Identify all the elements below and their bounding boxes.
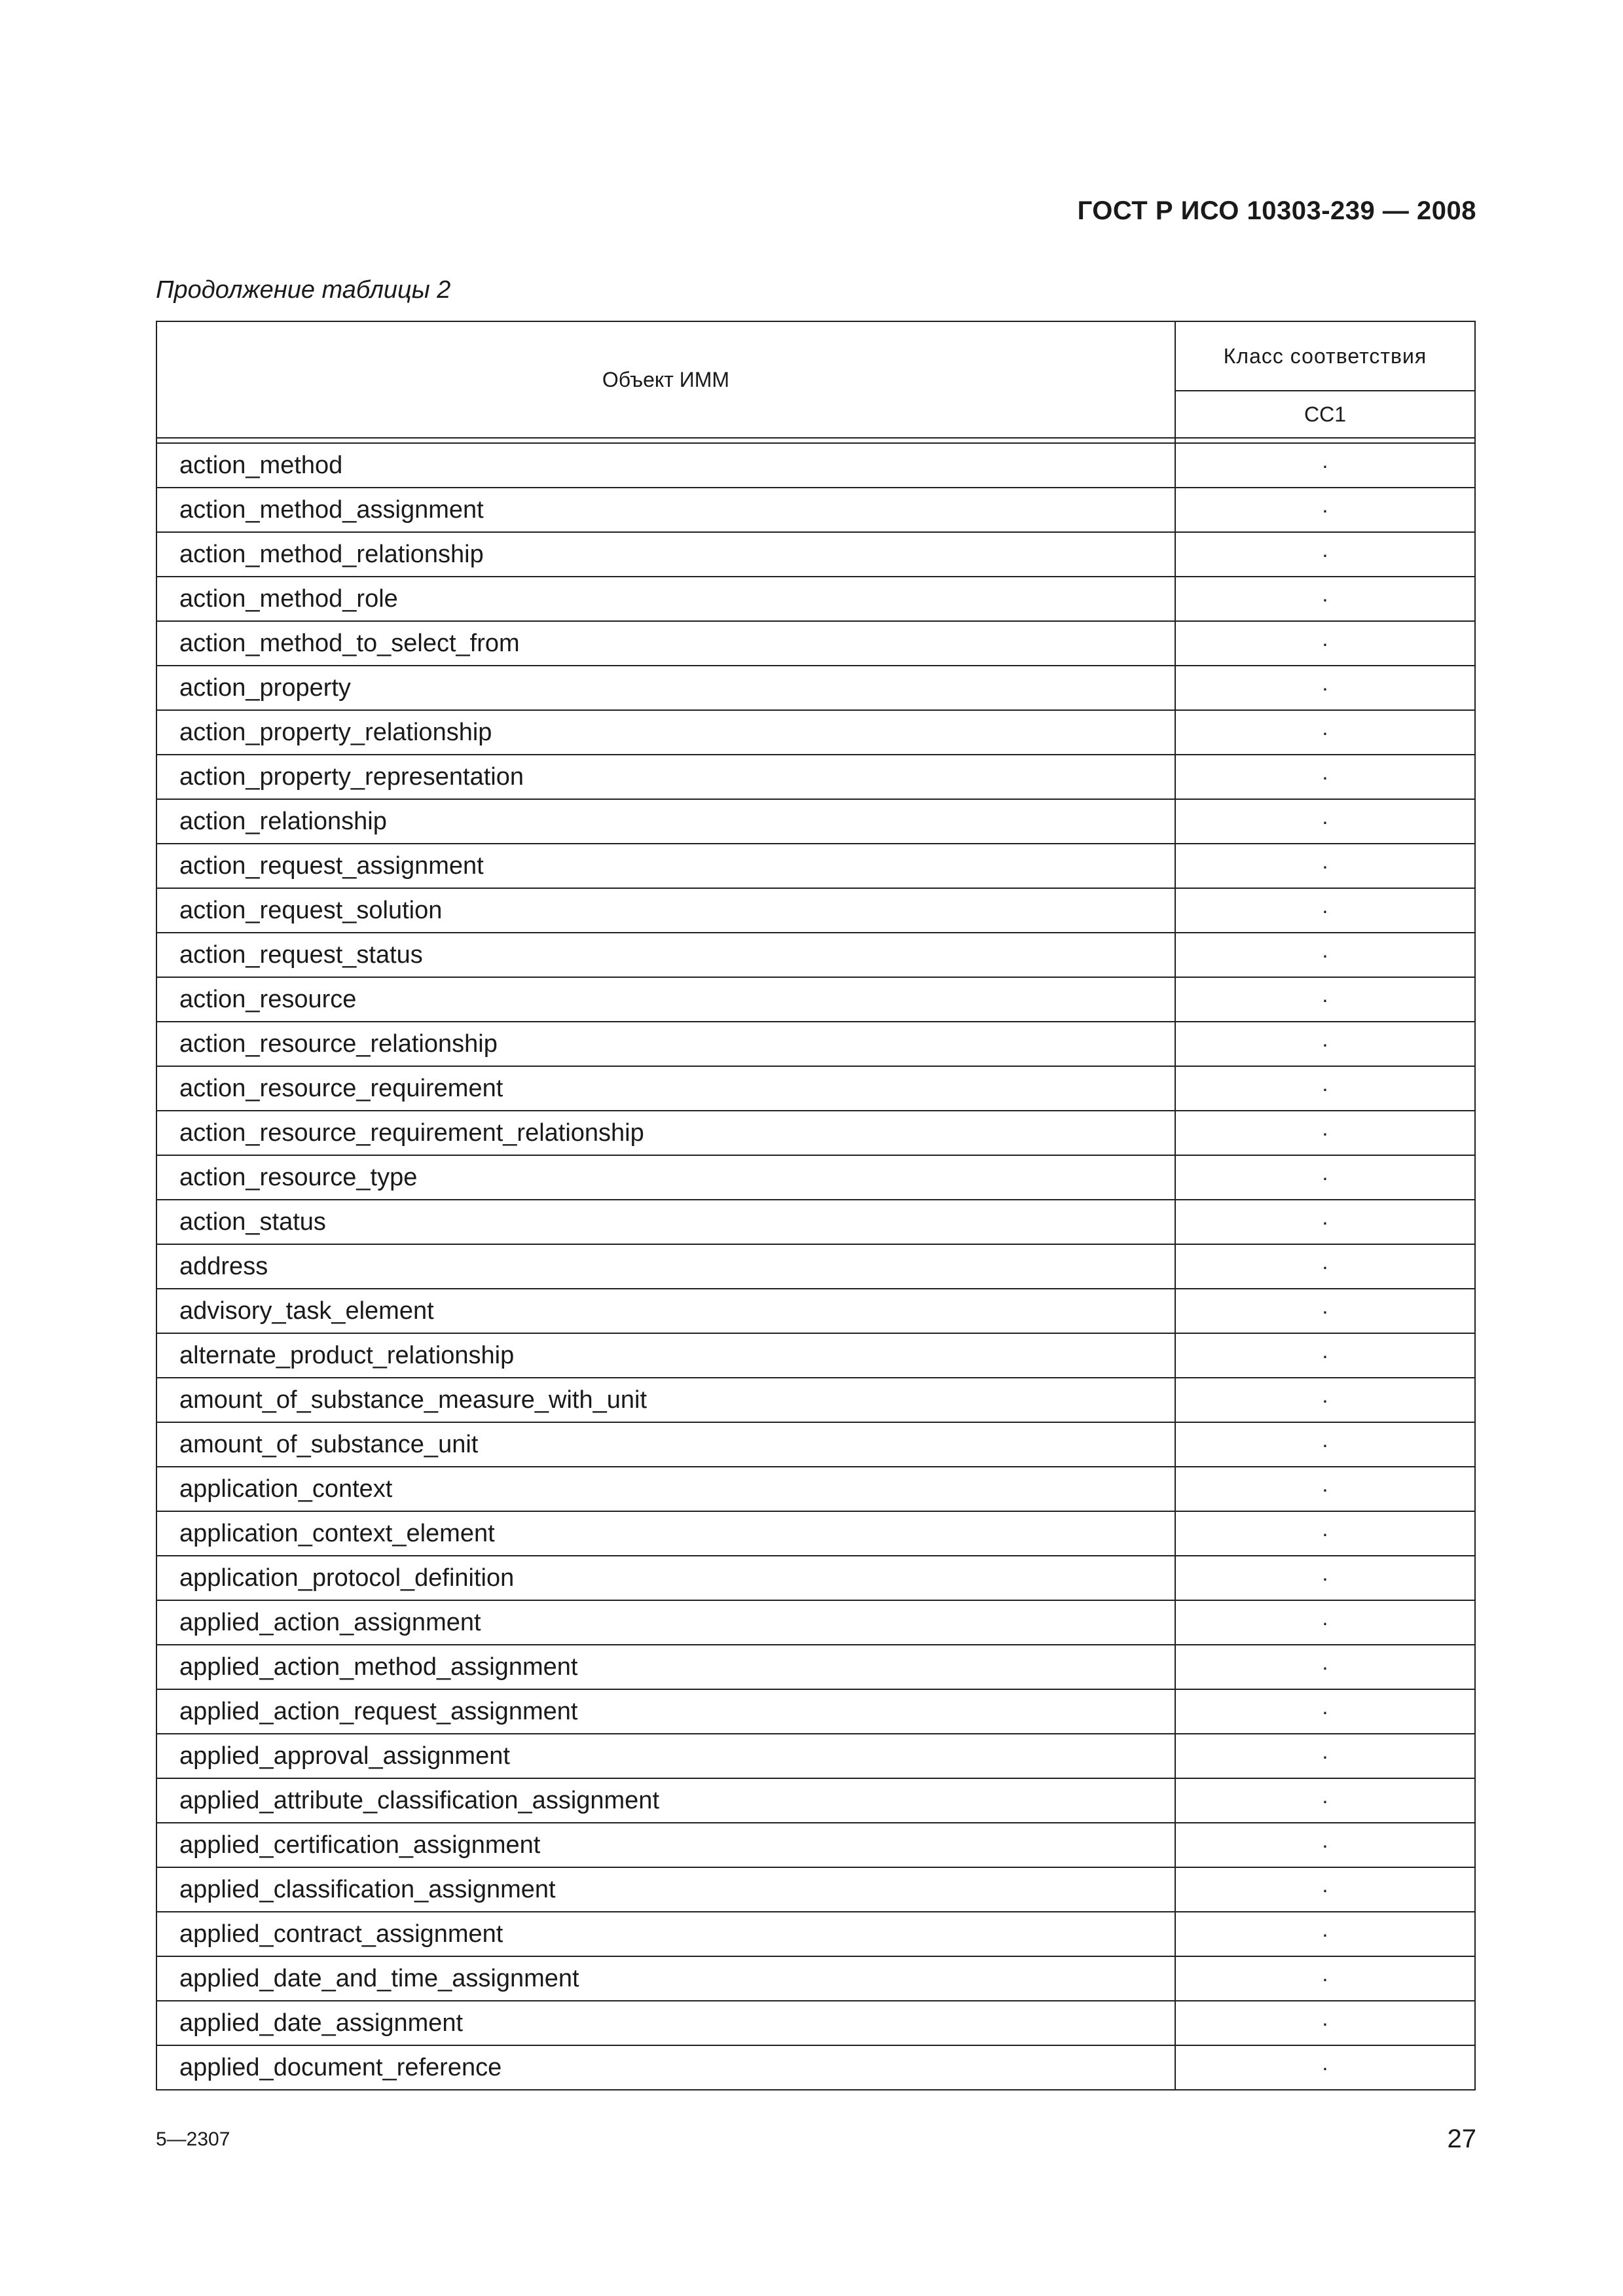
table-row — [156, 488, 1475, 532]
table-row — [156, 1778, 1475, 1823]
table-body — [156, 443, 1475, 2090]
table-row — [156, 1333, 1475, 1378]
header-separator — [156, 438, 1475, 443]
object-name-cell: action_status — [156, 1200, 1175, 1244]
cc1-cell: · — [1175, 1778, 1475, 1823]
object-name-cell: action_resource_type — [156, 1155, 1175, 1200]
cc1-cell: · — [1175, 1511, 1475, 1556]
table-row — [156, 1511, 1475, 1556]
cc1-cell: · — [1175, 577, 1475, 621]
table-row — [156, 621, 1475, 666]
object-name-cell: applied_action_assignment — [156, 1600, 1175, 1645]
cc1-cell: · — [1175, 621, 1475, 666]
cc1-cell: · — [1175, 1734, 1475, 1778]
table-row — [156, 1556, 1475, 1600]
document-code: ГОСТ Р ИСО 10303-239 — 2008 — [1077, 196, 1476, 225]
object-name-cell: applied_attribute_classification_assignment — [156, 1778, 1175, 1823]
cc1-cell: · — [1175, 1823, 1475, 1867]
table-row — [156, 1289, 1475, 1333]
table-row — [156, 1956, 1475, 2001]
header-class: Класс соответствия — [1175, 321, 1475, 391]
cc1-cell: · — [1175, 1912, 1475, 1956]
object-name-cell: amount_of_substance_unit — [156, 1422, 1175, 1467]
table-row — [156, 443, 1475, 488]
table-row — [156, 1378, 1475, 1422]
object-name-cell: address — [156, 1244, 1175, 1289]
cc1-cell: · — [1175, 1022, 1475, 1066]
object-name-cell: action_resource_relationship — [156, 1022, 1175, 1066]
cc1-cell: · — [1175, 977, 1475, 1022]
cc1-cell: · — [1175, 1378, 1475, 1422]
object-name-cell: applied_action_method_assignment — [156, 1645, 1175, 1689]
object-name-cell: applied_contract_assignment — [156, 1912, 1175, 1956]
object-name-cell: applied_certification_assignment — [156, 1823, 1175, 1867]
table-row — [156, 977, 1475, 1022]
object-name-cell: action_property_representation — [156, 755, 1175, 799]
cc1-cell: · — [1175, 1289, 1475, 1333]
object-name-cell: applied_date_and_time_assignment — [156, 1956, 1175, 2001]
object-name-cell: action_resource_requirement_relationship — [156, 1111, 1175, 1155]
table-row — [156, 755, 1475, 799]
header-cc1: CC1 — [1175, 391, 1475, 438]
cc1-cell: · — [1175, 1556, 1475, 1600]
cc1-cell: · — [1175, 443, 1475, 488]
cc1-cell: · — [1175, 1200, 1475, 1244]
cc1-cell: · — [1175, 488, 1475, 532]
object-name-cell: application_protocol_definition — [156, 1556, 1175, 1600]
cc1-cell: · — [1175, 933, 1475, 977]
object-name-cell: action_request_status — [156, 933, 1175, 977]
table-row — [156, 666, 1475, 710]
table-row — [156, 1823, 1475, 1867]
table-row — [156, 1467, 1475, 1511]
cc1-cell: · — [1175, 710, 1475, 755]
object-name-cell: action_relationship — [156, 799, 1175, 844]
object-name-cell: action_method — [156, 443, 1175, 488]
table-row — [156, 1734, 1475, 1778]
table-row — [156, 1111, 1475, 1155]
object-name-cell: action_resource_requirement — [156, 1066, 1175, 1111]
cc1-cell: · — [1175, 844, 1475, 888]
table-row — [156, 1689, 1475, 1734]
object-name-cell: action_method_to_select_from — [156, 621, 1175, 666]
cc1-cell: · — [1175, 1333, 1475, 1378]
object-name-cell: application_context_element — [156, 1511, 1175, 1556]
table-row — [156, 1422, 1475, 1467]
cc1-cell: · — [1175, 888, 1475, 933]
cc1-cell: · — [1175, 2045, 1475, 2090]
table-row — [156, 577, 1475, 621]
object-name-cell: applied_document_reference — [156, 2045, 1175, 2090]
object-name-cell: applied_classification_assignment — [156, 1867, 1175, 1912]
object-name-cell: applied_date_assignment — [156, 2001, 1175, 2045]
cc1-cell: · — [1175, 1422, 1475, 1467]
object-name-cell: action_property — [156, 666, 1175, 710]
object-name-cell: alternate_product_relationship — [156, 1333, 1175, 1378]
cc1-cell: · — [1175, 1867, 1475, 1912]
object-name-cell: action_method_assignment — [156, 488, 1175, 532]
cc1-cell: · — [1175, 755, 1475, 799]
object-name-cell: applied_action_request_assignment — [156, 1689, 1175, 1734]
object-name-cell: action_method_role — [156, 577, 1175, 621]
table-row — [156, 1155, 1475, 1200]
object-name-cell: applied_approval_assignment — [156, 1734, 1175, 1778]
cc1-cell: · — [1175, 1155, 1475, 1200]
cc1-cell: · — [1175, 1111, 1475, 1155]
table-row — [156, 2045, 1475, 2090]
table-row — [156, 1200, 1475, 1244]
table-row — [156, 1022, 1475, 1066]
cc1-cell: · — [1175, 2001, 1475, 2045]
print-code: 5—2307 — [156, 2128, 230, 2150]
cc1-cell: · — [1175, 1689, 1475, 1734]
table-row — [156, 1066, 1475, 1111]
table-row — [156, 799, 1475, 844]
table-row — [156, 1600, 1475, 1645]
object-name-cell: amount_of_substance_measure_with_unit — [156, 1378, 1175, 1422]
object-name-cell: action_resource — [156, 977, 1175, 1022]
conformance-table — [156, 321, 1476, 2090]
cc1-cell: · — [1175, 1600, 1475, 1645]
table-caption: Продолжение таблицы 2 — [156, 276, 451, 304]
table-row — [156, 1645, 1475, 1689]
table-row — [156, 888, 1475, 933]
cc1-cell: · — [1175, 532, 1475, 577]
object-name-cell: action_property_relationship — [156, 710, 1175, 755]
table-row — [156, 1912, 1475, 1956]
table-row — [156, 1867, 1475, 1912]
cc1-cell: · — [1175, 1244, 1475, 1289]
table-row — [156, 1244, 1475, 1289]
cc1-cell: · — [1175, 1467, 1475, 1511]
header-object: Объект ИММ — [156, 321, 1175, 438]
cc1-cell: · — [1175, 666, 1475, 710]
cc1-cell: · — [1175, 1066, 1475, 1111]
cc1-cell: · — [1175, 1645, 1475, 1689]
page-number: 27 — [1447, 2125, 1476, 2153]
table-row — [156, 710, 1475, 755]
object-name-cell: advisory_task_element — [156, 1289, 1175, 1333]
cc1-cell: · — [1175, 799, 1475, 844]
object-name-cell: action_request_solution — [156, 888, 1175, 933]
object-name-cell: action_request_assignment — [156, 844, 1175, 888]
table-row — [156, 844, 1475, 888]
table-row — [156, 2001, 1475, 2045]
object-name-cell: action_method_relationship — [156, 532, 1175, 577]
object-name-cell: application_context — [156, 1467, 1175, 1511]
cc1-cell: · — [1175, 1956, 1475, 2001]
table-row — [156, 532, 1475, 577]
table-row — [156, 933, 1475, 977]
